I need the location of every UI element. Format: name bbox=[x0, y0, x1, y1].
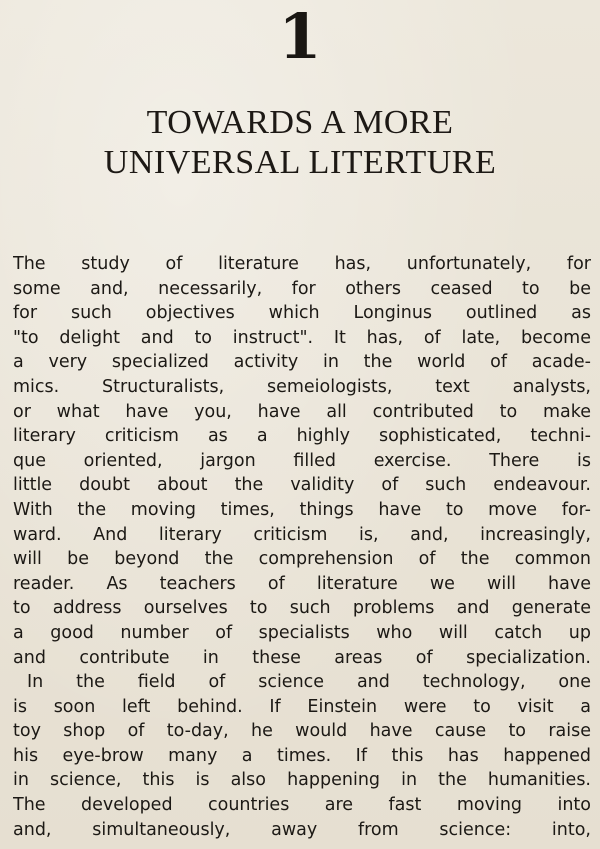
text-line: a very specialized activity in the world of acade- bbox=[13, 352, 591, 373]
text-line: to address ourselves to such problems and generate bbox=[13, 598, 591, 619]
text-line: ward. And literary criticism is, and, increasingly, bbox=[13, 524, 591, 545]
text-line: is soon left behind. If Einstein were to visit a bbox=[13, 696, 591, 717]
chapter-title bbox=[0, 103, 600, 183]
text-line: little doubt about the validity of such endeavour. bbox=[13, 475, 591, 496]
text-line: will be beyond the comprehension of the common bbox=[13, 549, 591, 570]
text-line: The developed countries are fast moving into bbox=[13, 795, 591, 816]
text-line: reader. As teachers of literature we will have bbox=[13, 573, 591, 594]
text-line: In the field of science and technology, one bbox=[27, 672, 591, 693]
text-line: his eye-brow many a times. If this has happened bbox=[13, 745, 591, 766]
text-line: toy shop of to-day, he would have cause to raise bbox=[13, 721, 591, 742]
text-line: mics. Structuralists, semeiologists, text analysts, bbox=[13, 376, 591, 397]
text-line: and, simultaneously, away from science: into, bbox=[13, 819, 591, 840]
text-line: The study of literature has, unfortunately, for bbox=[13, 254, 591, 274]
chapter-title-line: UNIVERSAL LITERTURE bbox=[103, 144, 497, 181]
text-line: for such objectives which Longinus outlined as bbox=[13, 303, 591, 324]
text-line: and contribute in these areas of specialization. bbox=[13, 647, 591, 668]
text-line: some and, necessarily, for others ceased to be bbox=[13, 278, 591, 299]
text-line: literary criticism as a highly sophisticated, techni- bbox=[13, 426, 591, 447]
text-line: or what have you, have all contributed to make bbox=[13, 401, 591, 422]
text-line: in science, this is also happening in the humanities. bbox=[13, 770, 591, 791]
text-line: a good number of specialists who will catch up bbox=[13, 622, 591, 643]
text-line: With the moving times, things have to move for- bbox=[13, 499, 591, 520]
chapter-title-line: TOWARDS A MORE bbox=[146, 104, 454, 141]
text-line: que oriented, jargon filled exercise. There is bbox=[13, 450, 591, 471]
paragraph-1 bbox=[13, 252, 591, 670]
body-text bbox=[13, 252, 591, 842]
paragraph-2 bbox=[13, 670, 591, 842]
text-line: "to delight and to instruct". It has, of late, become bbox=[13, 327, 591, 348]
chapter-number: 1 bbox=[278, 0, 322, 73]
